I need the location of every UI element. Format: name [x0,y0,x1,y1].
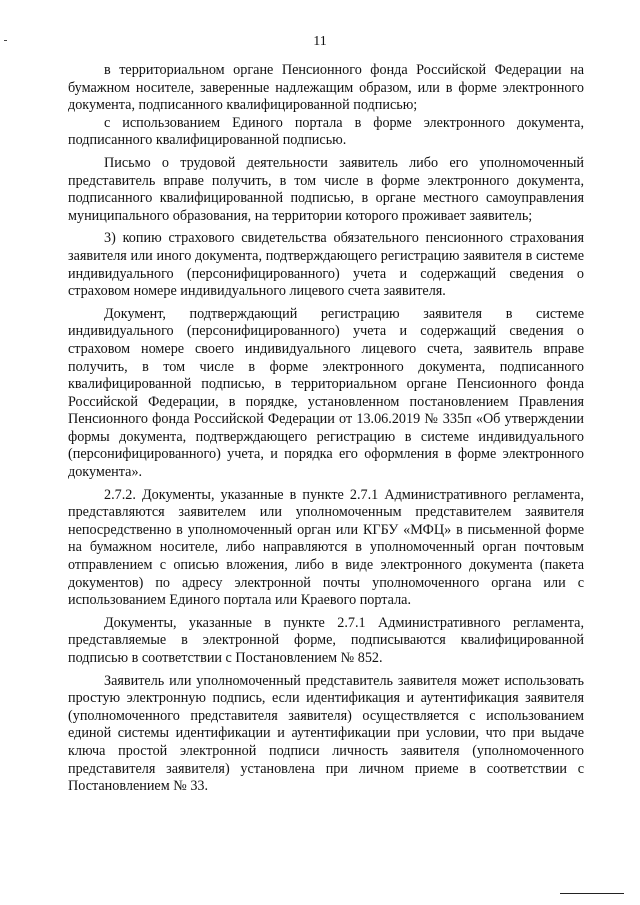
paragraph-registration-document: Документ, подтверждающий регистрацию заявителя в системе индивидуального (персонифицированного) учета и содержащий сведения о страховом номере своего индивидуального лицевого счета, заявитель вправе получить, в том числе в форме электронного документа, подписанного квалифицированной подписью, в территориальном органе Пенсионного фонда Российской Федерации, в порядке, установленном постановлением Правления Пенсионного фонда Российской Федерации от 13.06.2019 № 335п «Об утверждении формы документа, подтверждающего регистрацию в системе индивидуального (персонифицированного) учета, и порядка его оформления в форме электронного документа». [68,305,584,481]
paragraph-electronic-signature: Документы, указанные в пункте 2.7.1 Административного регламента, представляемые в электронной форме, подписываются квалифицированной подписью в соответствии с Постановлением № 852. [68,614,584,666]
paragraph-unified-portal: с использованием Единого портала в форме электронного документа, подписанного квалифицированной подписью. [68,114,584,149]
document-body [68,62,584,796]
paragraph-pfr-paper: в территориальном органе Пенсионного фонда Российской Федерации на бумажном носителе, заверенные надлежащим образом, или в форме электронного документа, подписанного квалифицированной подписью; [68,62,584,114]
footer-rule [560,893,624,894]
paragraph-insurance-certificate: 3) копию страхового свидетельства обязательного пенсионного страхования заявителя или иного документа, подтверждающего регистрацию заявителя в системе индивидуального (персонифицированного) учета и содержащий сведения о страховом номере индивидуального лицевого счета заявителя. [68,230,584,300]
paragraph-simple-signature: Заявитель или уполномоченный представитель заявителя может использовать простую электронную подпись, если идентификация и аутентификация заявителя (уполномоченного представителя заявителя) осуществляется с использованием единой системы идентификации и аутентификации при условии, что при выдаче ключа простой электронной подписи личность заявителя (уполномоченного представителя заявителя) установлена при личном приеме в соответствии с Постановлением № 33. [68,672,584,795]
paragraph-work-letter: Письмо о трудовой деятельности заявитель либо его уполномоченный представитель вправе получить, в том числе в форме электронного документа, подписанного квалифицированной подписью, в органе местного самоуправления муниципального образования, на территории которого проживает заявитель; [68,154,584,224]
paragraph-2-7-2: 2.7.2. Документы, указанные в пункте 2.7.1 Административного регламента, представляются заявителем или уполномоченным представителем заявителя непосредственно в уполномоченный орган или КГБУ «МФЦ» в письменной форме на бумажном носителе, либо направляются в уполномоченный орган почтовым отправлением с описью вложения, либо в виде электронного документа (пакета документов) по адресу электронной почты уполномоченного органа или с использованием Единого портала или Краевого портала. [68,486,584,609]
page-number: 11 [313,34,327,49]
